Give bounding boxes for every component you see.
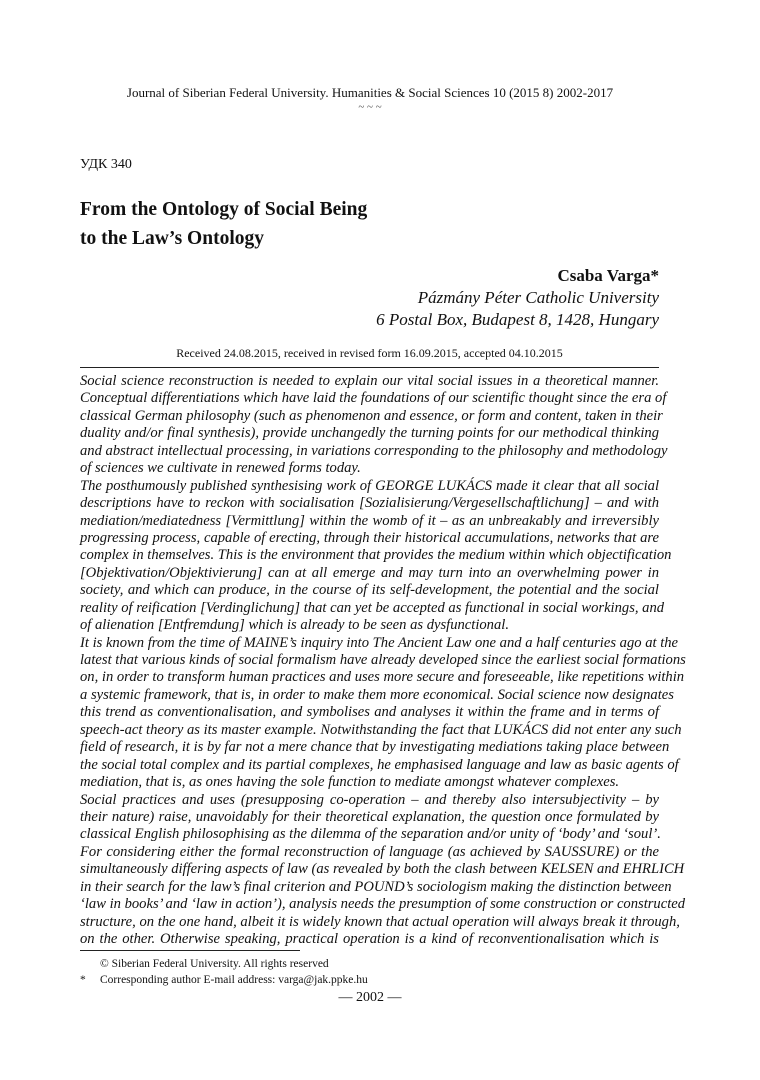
footnote-corresponding xyxy=(80,972,368,988)
text-line: structure, on the one hand, albeit it is widely known that actual operation will always break it through, xyxy=(80,913,680,930)
footnote-star: * xyxy=(80,974,86,986)
corresponding-text: Corresponding author E-mail address: varga@jak.ppke.hu xyxy=(100,974,368,986)
paragraph xyxy=(80,373,668,478)
text-line: mediation/mediatedness [Vermittlung] within the womb of it – as an unbreakably and irreversibly xyxy=(80,512,659,529)
title-line: From the Ontology of Social Being xyxy=(80,199,368,220)
text-line: their nature) raise, unavoidably for their theoretical explanation, the question once formulated by xyxy=(80,808,659,825)
text-line: and abstract intellectual processing, in variations corresponding to the philosophy and methodology xyxy=(80,442,668,459)
author-affiliation: Pázmány Péter Catholic University xyxy=(417,288,659,307)
text-line: For considering either the formal reconstruction of language (as achieved by SAUSSURE) or the xyxy=(80,843,659,860)
text-line: field of research, it is by far not a mere chance that by investigating mediations taking place between xyxy=(80,739,670,756)
author-block xyxy=(376,265,659,331)
page-number: — 2002 — xyxy=(338,990,402,1005)
text-line: complex in themselves. This is the environment that provides the medium within which objectification xyxy=(80,547,672,564)
paragraph xyxy=(80,634,686,792)
text-line: classical English philosophising as the dilemma of the separation and/or unity of ‘body’ and ‘soul’. xyxy=(80,826,661,843)
text-line: a systemic framework, that is, in order to make them more economical. Social science now designates xyxy=(80,686,674,703)
text-line: simultaneously differing aspects of law (as revealed by both the clash between KELSEN and EHRLICH xyxy=(80,861,685,878)
text-line: the social total complex and its partial complexes, he emphasised language and law as basic agents of xyxy=(80,756,679,773)
text-line: reality of reification [Verdinglichung] that can yet be accepted as functional in social workings, and xyxy=(80,599,665,616)
footnote-divider xyxy=(80,950,300,951)
paragraph xyxy=(80,791,686,949)
text-line: this trend as conventionalisation, and symbolises and analyses it within the frame and in terms of xyxy=(80,704,659,721)
header-ornament: ~ ~ ~ xyxy=(358,101,382,113)
text-line: descriptions have to reckon with socialisation [Sozialisierung/Vergesellschaftlichung] – and with xyxy=(80,495,659,512)
text-line: on, in order to transform human practices and uses more secure and foreseeable, like repetitions within xyxy=(80,669,685,686)
text-line: in their search for the law’s final criterion and POUND’s sociologism making the distinction between xyxy=(80,878,672,895)
text-line: ‘law in books’ and ‘law in action’), analysis needs the presumption of some construction or constructed xyxy=(80,896,686,913)
text-line: It is known from the time of MAINE’s inquiry into The Ancient Law one and a half centuries ago at the xyxy=(80,634,679,651)
text-line: speech-act theory as its master example. Notwithstanding the fact that LUKÁCS did not enter any such xyxy=(80,721,682,738)
text-line: of alienation [Entfremdung] which is already to be seen as dysfunctional. xyxy=(80,617,509,634)
footnotes xyxy=(80,956,368,988)
abstract-body xyxy=(80,373,686,948)
text-line: society, and which can produce, in the course of its self-development, the potential and the social xyxy=(80,582,659,599)
text-line: on the other. Otherwise speaking, practical operation is a kind of reconventionalisation which is xyxy=(80,931,659,947)
text-line: Social practices and uses (presupposing co-operation – and thereby also intersubjectivity – by xyxy=(80,791,659,808)
text-line: Social science reconstruction is needed to explain our vital social issues in a theoretical manner. xyxy=(80,373,659,389)
text-line: [Objektivation/Objektivierung] can at all emerge and may turn into an overwhelming power in xyxy=(80,564,659,581)
footnote-copyright xyxy=(80,956,368,972)
text-line: duality and/or final synthesis), provide unchangedly the turning points for our methodical thinking xyxy=(80,425,659,442)
text-line: progressing process, capable of erecting, through their historical accumulations, networks that are xyxy=(80,529,659,546)
paragraph xyxy=(80,477,672,635)
header-divider xyxy=(80,367,659,368)
text-line: Conceptual differentiations which have laid the foundations of our scientific thought since the era of xyxy=(80,390,667,407)
text-line: classical German philosophy (such as phenomenon and essence, or form and content, taken in their xyxy=(80,407,663,424)
text-line: The posthumously published synthesising work of GEORGE LUKÁCS made it clear that all social xyxy=(80,477,659,494)
article-title xyxy=(80,195,367,253)
received-dates: Received 24.08.2015, received in revised form 16.09.2015, accepted 04.10.2015 xyxy=(176,346,563,360)
text-line: mediation, that is, as ones having the sole function to mediate amongst whatever complexes. xyxy=(80,774,620,791)
text-line: latest that various kinds of social formalism have already developed since the earliest social formations xyxy=(80,652,686,668)
text-line: of sciences we cultivate in renewed forms today. xyxy=(80,460,361,477)
author-address: 6 Postal Box, Budapest 8, 1428, Hungary xyxy=(376,310,659,329)
journal-header: Journal of Siberian Federal University. Humanities & Social Sciences 10 (2015 8) 2002-2017 xyxy=(126,85,614,100)
copyright-text: © Siberian Federal University. All rights reserved xyxy=(100,958,329,970)
udk-code: УДК 340 xyxy=(80,157,132,172)
author-name: Csaba Varga* xyxy=(557,266,659,285)
title-line: to the Law’s Ontology xyxy=(80,228,264,249)
